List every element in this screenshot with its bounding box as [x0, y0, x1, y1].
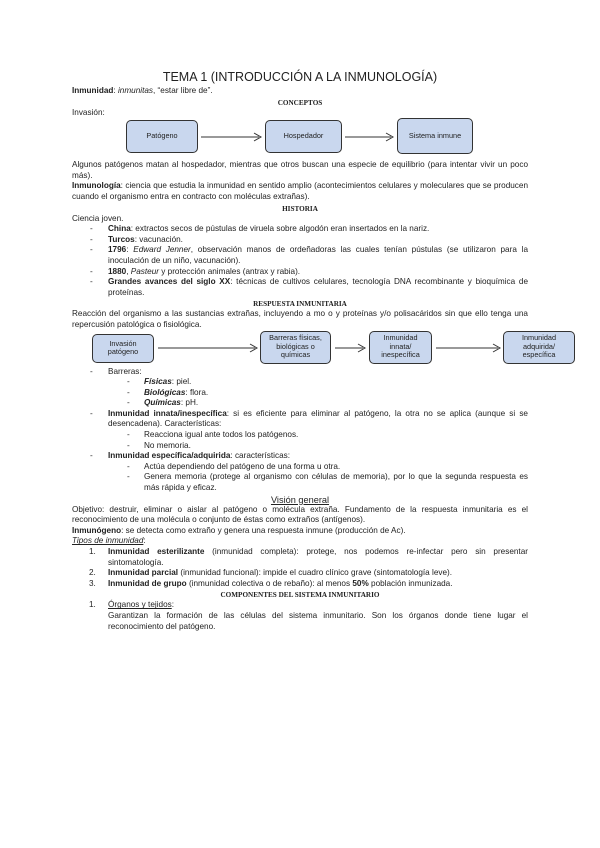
- diagram-invasion: [72, 118, 528, 160]
- section-componentes: COMPONENTES DEL SISTEMA INMUNITARIO: [220, 591, 380, 600]
- barrera-value: : flora.: [185, 387, 209, 397]
- diagram-box-hospedador: Hospedador: [265, 120, 342, 153]
- invasion-label: Invasión:: [72, 107, 105, 117]
- tipo-item: [72, 568, 528, 579]
- especifica-item: [72, 451, 528, 462]
- componente-colon: :: [171, 600, 174, 610]
- innata-subitem: - No memoria.: [72, 441, 528, 452]
- tipo-number: 1.: [89, 547, 96, 556]
- tipo-text: (inmunidad colectiva o de rebaño): al menos: [186, 578, 353, 588]
- inmunologia-text: : ciencia que estudia la inmunidad en sentido amplio (acontecimientos celulares y moleculares que se producen cuando el organismo entra en contracto con moléculas extrañas).: [72, 181, 528, 201]
- conceptos-paragraph: Algunos patógenos matan al hospedador, mientras que otros buscan una especie de equilibrio (para intentar vivir un poco más).: [72, 160, 528, 180]
- historia-item-italic: Edward Jenner: [133, 245, 191, 255]
- inmunidad-definition: Inmunidad: inmunitas, “estar libre de”.: [72, 86, 213, 95]
- innata-subitem: - Reacciona igual ante todos los patógenos.: [72, 430, 528, 441]
- historia-item: [72, 224, 528, 235]
- especifica-subitem: - Genera memoria (protege al organismo con células de memoria), por lo que la segunda respuesta es más rápida y eficaz.: [72, 472, 528, 493]
- barrera-key: Físicas: [144, 377, 172, 387]
- historia-item-text: : extractos secos de pústulas de viruela sobre algodón eran insertados en la nariz.: [130, 224, 430, 234]
- diagram-box-patogeno: Patógeno: [126, 120, 198, 153]
- historia-list: [72, 224, 528, 298]
- inmunidad-rest: , “estar libre de”.: [153, 86, 213, 95]
- historia-item-bold: 1796: [108, 245, 127, 255]
- tipo-bold: Inmunidad parcial: [108, 568, 179, 578]
- tipo-bold-percent: 50%: [352, 578, 369, 588]
- historia-item-text: : vacunación.: [134, 234, 183, 244]
- section-historia: HISTORIA: [282, 204, 318, 213]
- innata-item: [72, 409, 528, 430]
- diagram-box-innata: Inmunidad innata/ inespecífica: [369, 331, 432, 364]
- historia-item: [72, 277, 528, 298]
- historia-item-bold: China: [108, 224, 131, 234]
- barreras-label: Barreras: [108, 366, 140, 376]
- historia-item: - 1796: Edward Jenner, observación manos de ordeñadoras las cuales tenían pústulas (se utilizaron para la inoculación de un niño, vacunación).: [72, 245, 528, 266]
- section-vision-general: Visión general: [270, 494, 330, 505]
- innata-text: : si es eficiente para eliminar al patógeno, la otra no se aplica (aunque si se desencadena). Características:: [108, 408, 528, 429]
- diagram-arrow-2: [343, 131, 397, 143]
- tipos-colon: :: [143, 536, 146, 546]
- tipos-label: Tipos de inmunidad: [72, 536, 144, 546]
- diagram-arrow-5: [434, 342, 503, 354]
- diagram-box-sistema-inmune: Sistema inmune: [397, 118, 473, 154]
- tipo-text: (inmunidad completa): protege, nos podemos re-infectar pero sin presentar sintomatología.: [108, 547, 528, 567]
- barrera-key: Biológicas: [144, 387, 186, 397]
- barreras-item: - Barreras:: [72, 367, 528, 378]
- historia-item: [72, 235, 528, 246]
- componentes-list: [72, 600, 528, 632]
- respuesta-intro: Reacción del organismo a las sustancias extrañas, incluyendo a mo o y proteínas y/o polisacáridos sin que ello tenga una repercusión patológica o fisiológica.: [72, 309, 528, 329]
- page-title: TEMA 1 (INTRODUCCIÓN A LA INMUNOLOGÍA): [162, 70, 438, 84]
- componente-number: 1.: [89, 600, 96, 610]
- historia-item-text: , observación manos de ordeñadoras las cuales tenían pústulas (se utilizaron para la inoculación de un niño, vacunación).: [108, 245, 528, 265]
- historia-item-bold: 1880: [108, 266, 127, 276]
- tipos-list: [72, 547, 528, 589]
- barrera-value: : pH.: [180, 398, 199, 408]
- section-conceptos: CONCEPTOS: [277, 98, 323, 107]
- inmunologia-label: Inmunología: [72, 181, 121, 191]
- inmunogeno-definition: [72, 526, 528, 537]
- tipo-bold: Inmunidad de grupo: [108, 578, 187, 588]
- historia-item-bold: Turcos: [108, 234, 135, 244]
- tipo-text-end: población inmunizada.: [368, 578, 453, 588]
- componente-item: [72, 600, 528, 611]
- tipo-number: 2.: [89, 568, 96, 578]
- diagram-arrow-4: [333, 342, 369, 354]
- historia-item: - 1880, Pasteur y protección animales (antrax y rabia).: [72, 267, 528, 278]
- inmunologia-definition: [72, 181, 528, 202]
- section-respuesta-inmunitaria: RESPUESTA INMUNITARIA: [253, 300, 347, 309]
- inmunidad-label: Inmunidad: [72, 86, 114, 95]
- tipo-bold: Inmunidad esterilizante: [108, 547, 205, 556]
- barrera-subitem: [72, 388, 528, 399]
- inmunogeno-label: Inmunógeno: [72, 525, 122, 535]
- especifica-text: : características:: [230, 451, 290, 461]
- respuesta-list: [72, 367, 528, 494]
- especifica-label: Inmunidad específica/adquirida: [108, 451, 231, 461]
- tipos-heading: [72, 536, 528, 547]
- barrera-subitem: [72, 398, 528, 409]
- historia-item-text: : técnicas de cultivos celulares, tecnología DNA recombinante y bioquímica de proteínas.: [108, 277, 528, 297]
- barrera-value: : piel.: [171, 377, 192, 387]
- especifica-subitem: - Actúa dependiendo del patógeno de una forma u otra.: [72, 462, 528, 473]
- tipo-item: [72, 547, 528, 568]
- innata-label: Inmunidad innata/inespecífica: [108, 408, 227, 418]
- diagram-arrow-3: [156, 342, 260, 354]
- tipo-item: [72, 579, 528, 590]
- tipo-number: 3.: [89, 578, 96, 588]
- inmunogeno-text: : se detecta como extraño y genera una respuesta inmune (producción de Ac).: [121, 525, 406, 535]
- historia-item-italic: Pasteur: [130, 266, 159, 276]
- diagram-box-adquirida: Inmunidad adquirida/ específica: [503, 331, 575, 364]
- barrera-subitem: [72, 377, 528, 388]
- componente-text: Garantizan la formación de las células del sistema inmunitario. Son los órganos donde tiene lugar el reconocimiento del patógeno.: [108, 610, 528, 631]
- diagram-box-barreras: Barreras físicas, biológicas o químicas: [260, 331, 331, 364]
- inmunidad-term: inmunitas: [117, 86, 153, 95]
- diagram-box-invasion: Invasión patógeno: [92, 334, 154, 363]
- document-page: [72, 70, 557, 632]
- componente-label: Órganos y tejidos: [108, 600, 172, 610]
- historia-item-bold: Grandes avances del siglo XX: [108, 277, 231, 287]
- objetivo-paragraph: Objetivo: destruir, eliminar o aislar al patógeno o molécula extraña. Fundamento de la respuesta inmunitaria es el reconocimiento de una molécula o conjunto de éstas como extraños (antígenos).: [72, 504, 528, 525]
- barrera-key: Químicas: [144, 398, 181, 408]
- diagram-respuesta: [72, 331, 557, 367]
- diagram-arrow-1: [199, 131, 265, 143]
- historia-item-text: y protección animales (antrax y rabia).: [159, 266, 301, 276]
- tipo-text: (inmunidad funcional): impide el cuadro clínico grave (sintomatología leve).: [178, 568, 453, 578]
- historia-intro: Ciencia joven.: [72, 213, 124, 223]
